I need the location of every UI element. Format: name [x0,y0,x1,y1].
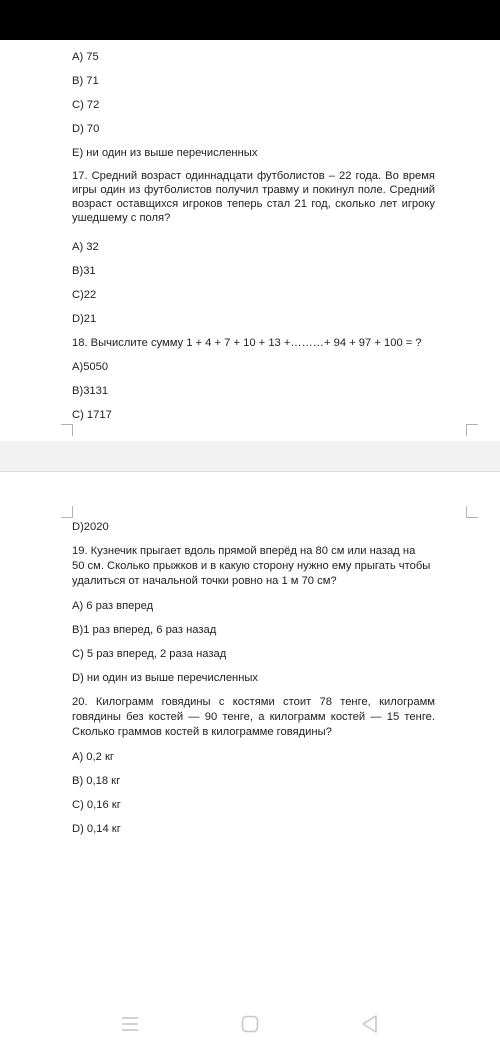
back-icon[interactable] [360,1014,380,1039]
q20-option-a: A) 0,2 кг [72,751,114,763]
q17-option-a: A) 32 [72,241,99,253]
q20-text-line-3: Сколько граммов костей в килограмме говядины? [72,726,332,738]
q20-option-c: C) 0,16 кг [72,799,121,811]
q17-text-line-1: 17. Средний возраст одиннадцати футболистов – 22 года. Во время [72,170,435,182]
q19-option-b: B)1 раз вперед, 6 раз назад [72,624,217,636]
q20-option-d: D) 0,14 кг [72,823,121,835]
q19-option-d: D) ни один из выше перечисленных [72,672,259,684]
q16-option-b: B) 71 [72,75,99,87]
page-border-top [0,471,500,472]
q19-text-line-1: 19. Кузнечик прыгает вдоль прямой вперёд на 80 см или назад на [72,545,416,557]
q18-option-a: A)5050 [72,361,109,373]
q19-option-c: C) 5 раз вперед, 2 раза назад [72,648,227,660]
page-corner-mark-bl [61,424,73,436]
q18-text: 18. Вычислите сумму 1 + 4 + 7 + 10 + 13 +………+ 94 + 97 + 100 = ? [72,337,422,349]
q19-option-a: A) 6 раз вперед [72,600,154,612]
q20-text-line-2: говядины без костей — 90 тенге, а килограмм костей — 15 тенге. [72,711,435,723]
navigation-bar [0,997,500,1055]
q16-option-d: D) 70 [72,123,100,135]
q17-option-c: C)22 [72,289,97,301]
status-bar [0,0,500,40]
q19-text-line-2: 50 см. Сколько прыжков и в какую сторону нужно ему прыгать чтобы [72,560,431,572]
q17-text-line-3: возраст оставщихся игроков теперь стал 21 год, сколько лет игроку [72,198,435,210]
q16-option-a: A) 75 [72,51,99,63]
q17-text-line-4: ушедшему с поля? [72,212,171,224]
page-corner-mark-tr [466,506,478,518]
q17-option-b: B)31 [72,265,96,277]
q16-option-e: E) ни один из выше перечисленных [72,147,258,159]
menu-icon[interactable] [120,1014,140,1039]
page-corner-mark-tl [61,506,73,518]
q19-text-line-3: удалиться от начальной точки ровно на 1 м 70 см? [72,575,337,587]
home-icon[interactable] [240,1014,260,1039]
q16-option-c: C) 72 [72,99,100,111]
page-gap [0,441,500,471]
q18-option-b: B)3131 [72,385,109,397]
q20-text-line-1: 20. Килограмм говядины с костями стоит 78 тенге, килограмм [72,696,435,708]
q17-option-d: D)21 [72,313,97,325]
q20-option-b: B) 0,18 кг [72,775,121,787]
q18-option-d: D)2020 [72,521,109,533]
q17-text-line-2: игры один из футболистов получил травму и покинул поле. Средний [72,184,435,196]
q18-option-c: C) 1717 [72,409,112,421]
page-corner-mark-br [466,424,478,436]
